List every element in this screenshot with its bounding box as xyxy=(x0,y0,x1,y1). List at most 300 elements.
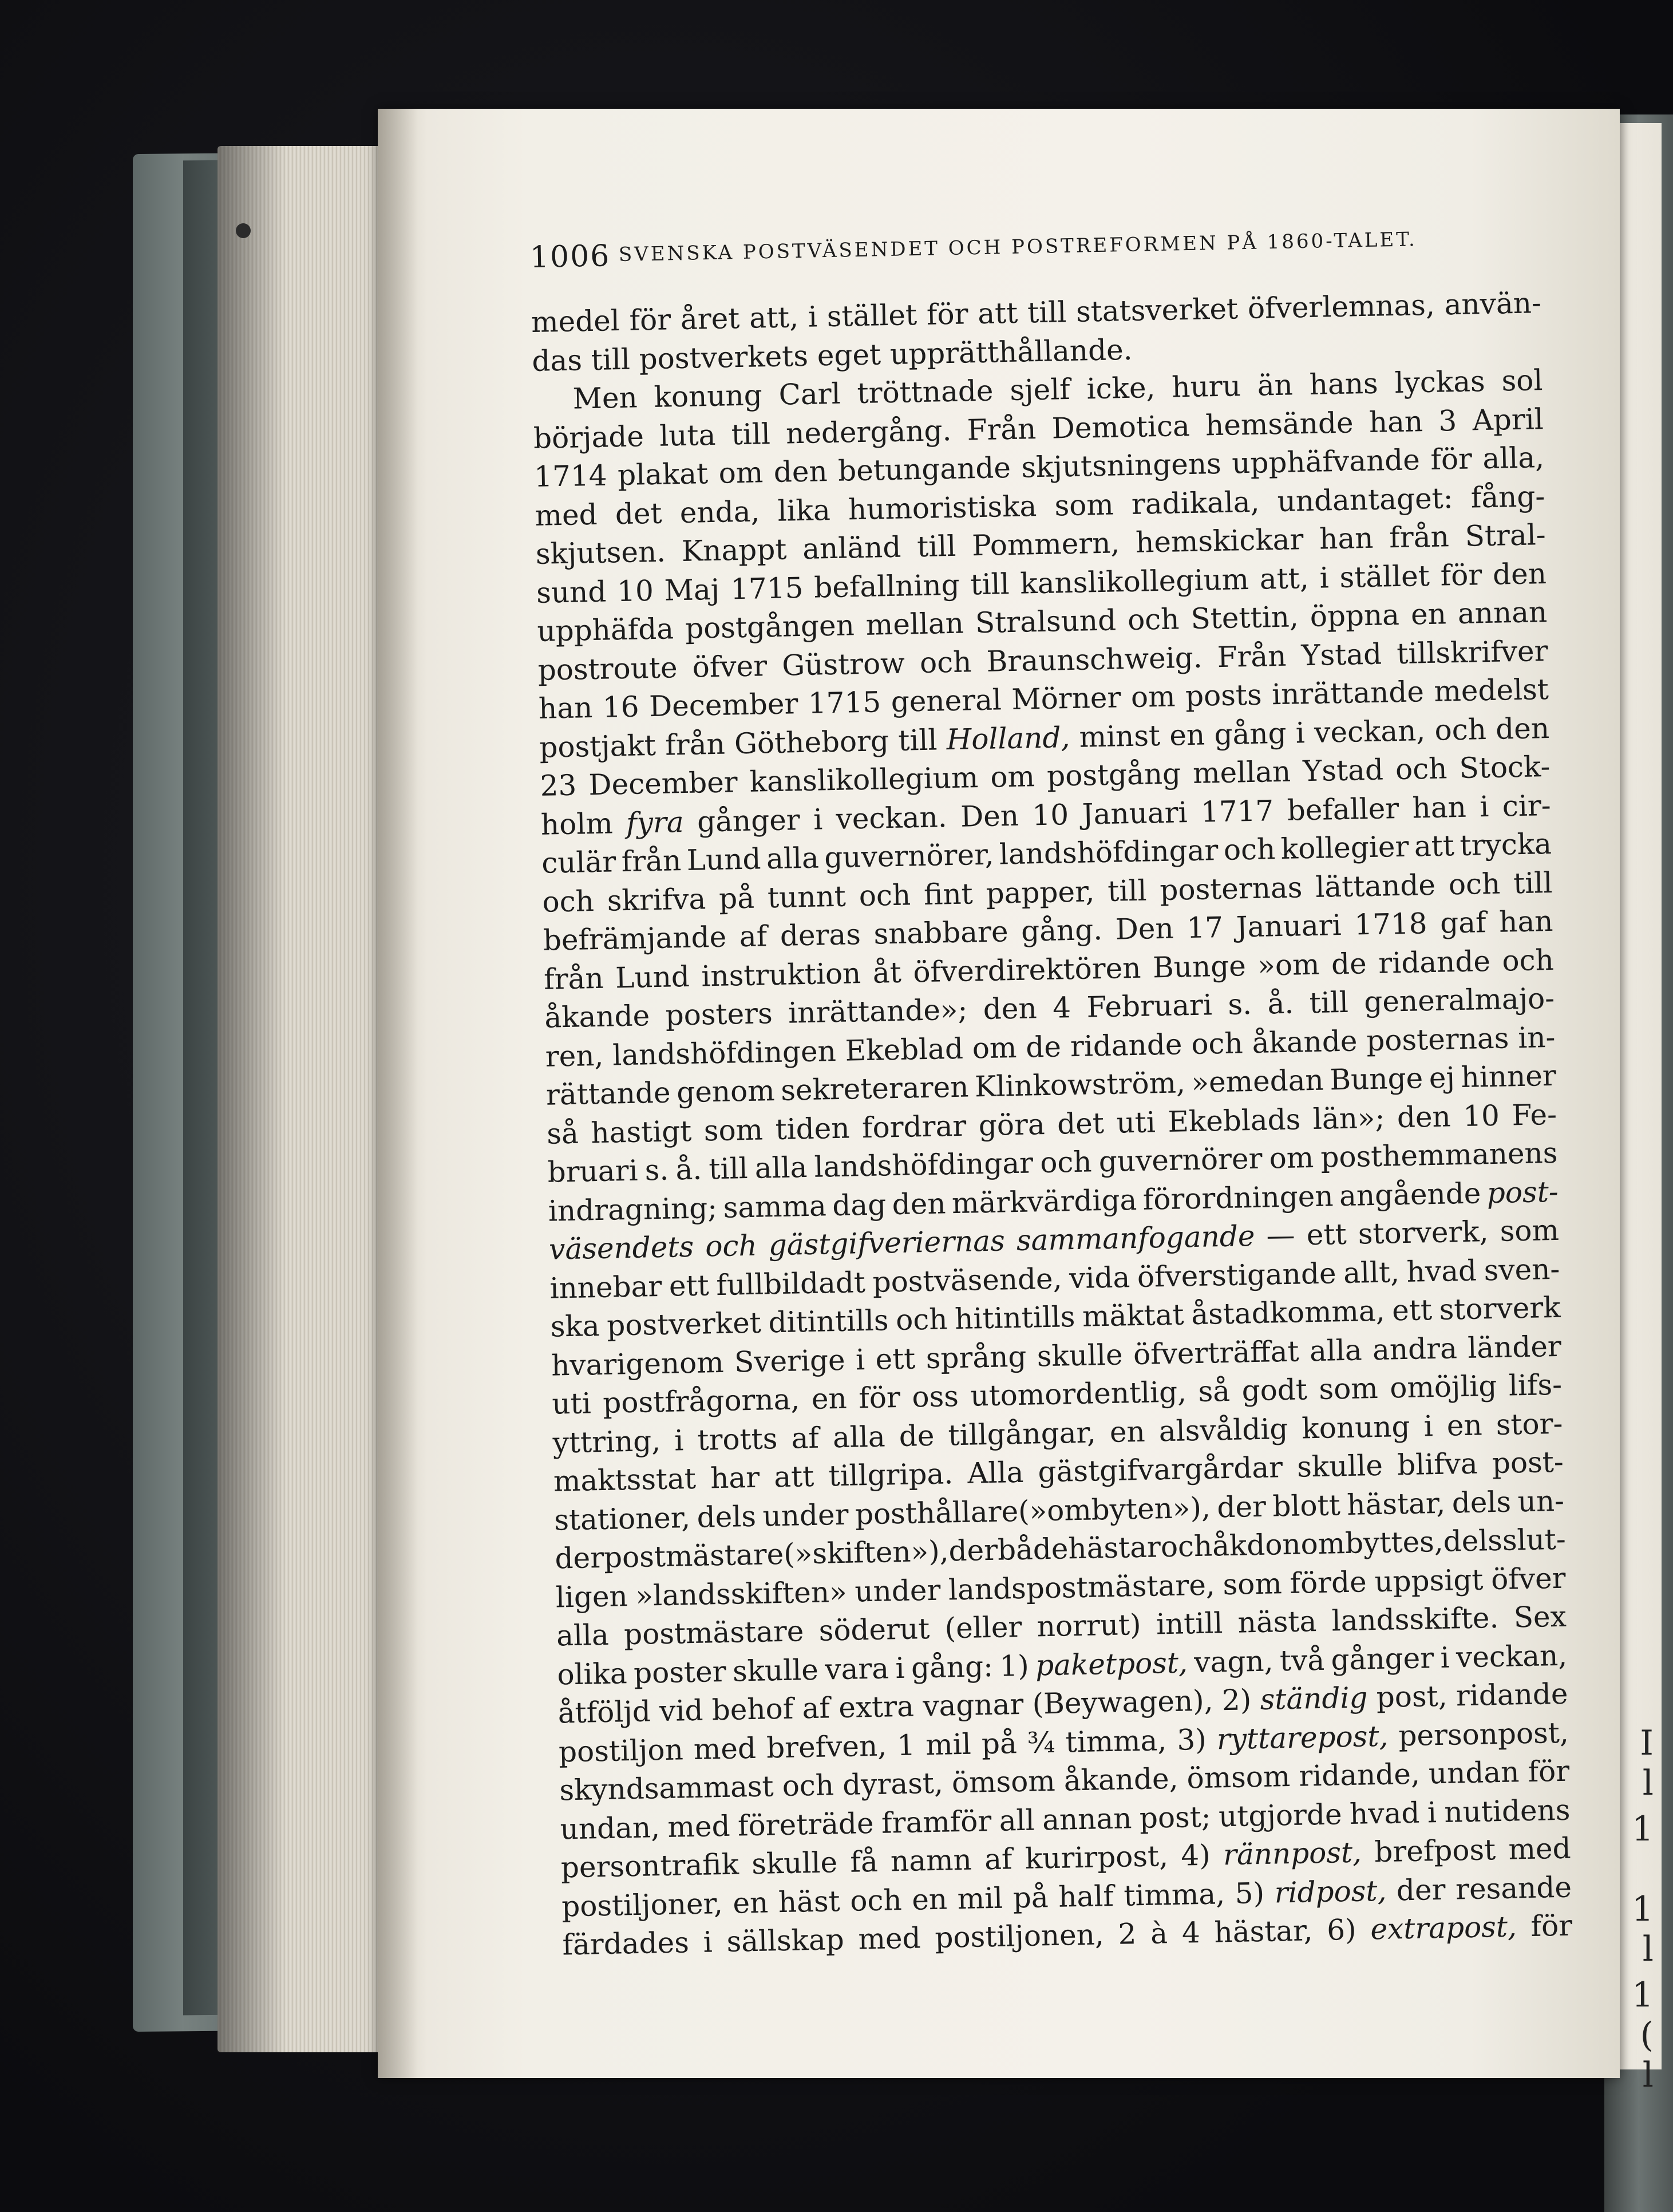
word: åkande xyxy=(1252,1024,1358,1060)
word: posthemmanens xyxy=(1320,1136,1558,1174)
word: hästar, xyxy=(1346,1486,1446,1522)
word: Güstrow xyxy=(781,646,905,682)
word: post, xyxy=(1376,1679,1448,1715)
word: öfver xyxy=(692,649,768,684)
word: Alla xyxy=(967,1455,1024,1490)
word: ett xyxy=(1391,1293,1433,1328)
word: Bunge xyxy=(1152,949,1247,984)
word: postverket xyxy=(606,1306,762,1342)
word: Mörner xyxy=(1011,681,1121,716)
word: än xyxy=(1257,368,1294,402)
word: för xyxy=(1440,558,1482,592)
word: fullbildadt xyxy=(715,1265,866,1302)
word: inrättande xyxy=(1271,675,1425,712)
word: alla xyxy=(754,1150,808,1185)
word: Stock- xyxy=(1458,749,1551,785)
word: olika xyxy=(556,1656,628,1692)
word: två xyxy=(1279,1643,1325,1677)
word: bruari xyxy=(547,1154,638,1189)
word: och xyxy=(1039,1145,1093,1180)
word: ren, xyxy=(545,1038,604,1073)
word: in- xyxy=(1517,1020,1556,1054)
word: till xyxy=(916,529,956,564)
word: om xyxy=(1269,1141,1314,1175)
word: luta xyxy=(659,418,716,453)
word: det xyxy=(615,496,663,531)
word: rättande xyxy=(545,1076,671,1112)
facing-page-glyph: 1 xyxy=(1631,1975,1654,2015)
word: 10 xyxy=(616,574,654,608)
word: uppsigt xyxy=(1374,1562,1484,1598)
word: den xyxy=(983,992,1038,1026)
word: den xyxy=(773,455,828,489)
italic-word: och xyxy=(705,1229,758,1263)
italic-word: fyra xyxy=(626,805,685,840)
word: i xyxy=(674,1423,684,1457)
word: Pommern, xyxy=(971,526,1120,563)
word: i xyxy=(1423,1409,1434,1443)
word: gånger xyxy=(697,803,801,839)
word: sjelf xyxy=(1009,372,1071,407)
word: ¾ xyxy=(1027,1725,1055,1760)
word: och xyxy=(1160,1529,1213,1564)
word: öfverstigande xyxy=(1137,1256,1337,1294)
word: 4) xyxy=(1180,1838,1211,1873)
word: Lund xyxy=(686,842,762,877)
word: landspostmästare, xyxy=(948,1567,1216,1606)
word: från xyxy=(621,844,682,879)
word: culär xyxy=(541,845,616,880)
word: innebar xyxy=(549,1269,662,1305)
word: angående xyxy=(1339,1176,1481,1212)
word: tillgångar, xyxy=(947,1415,1097,1452)
word: han xyxy=(1498,904,1553,939)
word: persontrafik xyxy=(560,1847,739,1885)
word: cir- xyxy=(1502,788,1552,823)
word: landshöfdingar xyxy=(814,1146,1034,1184)
italic-word: Holland, xyxy=(946,720,1070,756)
word: postiljonen, xyxy=(934,1918,1105,1954)
word: inrättande»; xyxy=(788,993,968,1030)
page-number: 1006 xyxy=(529,239,611,275)
word: både xyxy=(997,1532,1069,1567)
word: åkdon xyxy=(1212,1527,1302,1563)
word: i xyxy=(1295,716,1306,749)
word: 1) xyxy=(999,1649,1030,1683)
word: medelst xyxy=(1433,672,1549,708)
word: fint xyxy=(923,876,974,911)
word: de xyxy=(1025,1029,1062,1064)
word: statsverket xyxy=(1075,292,1239,329)
word: kanslikollegium xyxy=(749,761,979,799)
word: stället xyxy=(826,298,917,334)
word: och xyxy=(1191,1026,1244,1061)
italic-word: gästgifveriernas xyxy=(768,1224,1006,1262)
word: stor- xyxy=(1496,1407,1563,1441)
word: de xyxy=(1331,946,1367,981)
facing-page-glyph: l xyxy=(1642,1929,1654,1969)
word: annan xyxy=(1042,1801,1132,1836)
word: den xyxy=(1495,711,1550,746)
word: postfrågorna, xyxy=(602,1382,800,1420)
word: norrut) xyxy=(1037,1607,1142,1644)
word: öppna xyxy=(1310,598,1400,633)
word: posts xyxy=(1185,678,1263,713)
word: förordningen xyxy=(1142,1179,1334,1216)
word: tiden xyxy=(775,1111,851,1146)
word: landshöfdingen xyxy=(612,1034,837,1072)
word: indragning; xyxy=(548,1191,718,1228)
word: och xyxy=(1501,943,1555,978)
word: söderut xyxy=(818,1612,930,1648)
word: hemskickar xyxy=(1135,523,1304,559)
binding-hole xyxy=(236,223,251,238)
word: de xyxy=(899,1419,935,1453)
word: till xyxy=(897,722,938,757)
word: att xyxy=(773,1459,814,1494)
word: undantaget: xyxy=(1277,481,1454,518)
word: postmästare(»skiften»), xyxy=(603,1534,950,1574)
word: häst xyxy=(778,1884,841,1919)
word: blott xyxy=(1272,1488,1341,1523)
word: dels xyxy=(697,1499,757,1534)
word: veckan, xyxy=(1456,1638,1568,1674)
word: sekreteraren xyxy=(780,1070,969,1107)
word: om xyxy=(718,456,764,490)
word: af xyxy=(790,1421,820,1455)
word: för xyxy=(858,1380,901,1415)
word: Demotica xyxy=(1051,409,1191,445)
word: öfverlemnas, xyxy=(1247,288,1435,325)
word: 4 xyxy=(1181,1916,1201,1950)
word: en xyxy=(732,1886,769,1920)
word: postmästare xyxy=(623,1614,804,1652)
running-title: SVENSKA POSTVÄSENDET OCH POSTREFORMEN PÅ 1860-TALET. xyxy=(618,228,1418,267)
word: maktsstat xyxy=(553,1462,697,1498)
word: alla xyxy=(1309,1333,1363,1368)
word: lifs- xyxy=(1508,1368,1563,1403)
word: å. xyxy=(675,1152,702,1187)
italic-word: ridpost, xyxy=(1274,1874,1387,1910)
word: skjutsen. xyxy=(535,535,666,571)
word: för xyxy=(926,297,968,331)
word: December xyxy=(588,765,738,802)
word: skulle xyxy=(1296,1448,1383,1484)
word: post; xyxy=(1139,1800,1212,1835)
word: åtföljd xyxy=(557,1694,651,1730)
word: af xyxy=(739,919,768,954)
word: resande xyxy=(1455,1870,1572,1906)
word: ömsom xyxy=(951,1764,1056,1800)
word: undan xyxy=(1428,1755,1520,1791)
word: gaf xyxy=(1439,906,1487,940)
word: hastigt xyxy=(590,1114,692,1150)
word: ömsom xyxy=(1186,1759,1291,1795)
word: till xyxy=(970,567,1010,601)
italic-word: ständig xyxy=(1260,1681,1368,1716)
word: Den xyxy=(1115,911,1174,946)
word: och xyxy=(919,645,972,680)
word: till xyxy=(708,1151,749,1186)
word: han xyxy=(1412,790,1467,825)
word: postgång xyxy=(1046,757,1181,793)
word: Ekeblads xyxy=(1167,1102,1301,1139)
word: stället xyxy=(1339,559,1430,594)
word: radikala, xyxy=(1131,485,1260,521)
word: medel xyxy=(531,304,620,339)
word: få xyxy=(849,1844,879,1879)
word: sällskap xyxy=(726,1923,845,1958)
word: han xyxy=(1369,404,1423,439)
word: från xyxy=(1389,520,1450,555)
word: den xyxy=(1397,1099,1451,1134)
word: namn xyxy=(890,1843,972,1878)
word: ej xyxy=(1429,1061,1456,1095)
word: upphäfda xyxy=(536,612,674,648)
word: gästgifvargårdar xyxy=(1037,1451,1283,1489)
word: das till postverkets eget upprätthållande. xyxy=(531,333,1133,378)
word: till xyxy=(731,417,771,451)
word: — xyxy=(1266,1218,1296,1253)
word: posternas xyxy=(1366,1021,1509,1057)
word: som xyxy=(1054,487,1114,522)
italic-word: post- xyxy=(1486,1175,1559,1210)
word: half xyxy=(1058,1879,1114,1914)
word: poster xyxy=(633,1654,727,1690)
word: postväsende, xyxy=(872,1261,1062,1299)
word: ett xyxy=(669,1268,710,1303)
word: Sex xyxy=(1513,1599,1567,1634)
word: som xyxy=(1500,1213,1560,1248)
word: Januari xyxy=(1236,908,1342,944)
word: Från xyxy=(1217,639,1287,674)
word: 23 xyxy=(540,768,577,803)
word: ridande xyxy=(1456,1677,1568,1713)
word: nutidens xyxy=(1443,1793,1571,1829)
word: från xyxy=(665,727,726,762)
word: så xyxy=(1198,1374,1231,1408)
word: i xyxy=(1319,560,1330,595)
word: oss xyxy=(911,1379,959,1414)
word: ett xyxy=(1306,1217,1347,1252)
word: Knappt xyxy=(681,532,787,568)
word: började xyxy=(533,419,644,455)
word: så xyxy=(546,1116,579,1151)
italic-word: sammanfogande xyxy=(1016,1219,1255,1257)
word: guvernörer xyxy=(1098,1141,1263,1179)
word: der xyxy=(1396,1873,1446,1907)
word: ridande, xyxy=(1298,1757,1421,1793)
word: en xyxy=(1446,1408,1483,1443)
word: 1717 xyxy=(1200,793,1274,829)
word: som xyxy=(703,1112,764,1147)
word: (Beywagen), xyxy=(1032,1684,1214,1721)
word: och xyxy=(782,1768,834,1803)
word: för xyxy=(629,303,671,337)
word: »landsskiften» xyxy=(635,1575,848,1613)
word: och xyxy=(1395,752,1447,787)
word: gång: xyxy=(911,1649,994,1685)
word: Januari xyxy=(1082,795,1188,831)
word: uti xyxy=(551,1387,592,1421)
word: nedergång. xyxy=(785,413,952,450)
word: 2 xyxy=(1118,1917,1137,1951)
word: åt xyxy=(872,955,902,990)
word: har xyxy=(710,1460,760,1495)
word: 16 xyxy=(602,690,640,724)
word: s. xyxy=(1227,988,1252,1021)
word: med xyxy=(535,497,598,532)
word: extra xyxy=(838,1689,915,1725)
word: under xyxy=(854,1573,941,1609)
word: under xyxy=(762,1498,849,1533)
word: »emedan xyxy=(1191,1063,1324,1100)
word: godt xyxy=(1241,1373,1308,1408)
word: gång xyxy=(1213,716,1287,751)
word: alla xyxy=(556,1618,610,1653)
word: fordrar xyxy=(861,1109,967,1144)
word: mellan xyxy=(865,606,964,642)
word: postiljon xyxy=(558,1732,684,1769)
word: att, xyxy=(749,301,799,335)
word: 1718 xyxy=(1354,907,1428,942)
word: att xyxy=(977,296,1018,330)
word: 2) xyxy=(1221,1683,1252,1717)
word: öfverträffat xyxy=(1133,1334,1300,1371)
word: posternas xyxy=(1159,870,1303,907)
word: vida xyxy=(1069,1260,1130,1295)
word: papper, xyxy=(986,874,1095,910)
word: vagnar xyxy=(922,1687,1024,1723)
word: med xyxy=(693,1731,757,1766)
word: öfverdirektören xyxy=(912,951,1141,989)
word: i xyxy=(813,802,823,836)
word: storverk, xyxy=(1358,1215,1489,1251)
word: Ystad xyxy=(1302,753,1384,788)
word: veckan. xyxy=(836,800,948,836)
page-text-block xyxy=(529,210,1573,1965)
word: Stral- xyxy=(1465,518,1547,553)
word: enda, xyxy=(679,494,760,530)
word: och xyxy=(1434,712,1487,747)
word: guvernörer, xyxy=(824,838,994,875)
word: Ekeblad xyxy=(845,1032,964,1068)
word: sol xyxy=(1501,364,1543,398)
word: året xyxy=(680,301,740,336)
word: slut- xyxy=(1502,1522,1567,1557)
word: län»; xyxy=(1312,1101,1385,1136)
word: alla, xyxy=(1482,441,1545,476)
word: veckan, xyxy=(1314,713,1426,749)
word: ombyttes, xyxy=(1300,1524,1444,1561)
word: postiljoner, xyxy=(561,1886,723,1923)
word: 5) xyxy=(1235,1876,1265,1910)
word: gånger xyxy=(1331,1641,1434,1677)
word: i xyxy=(808,300,818,334)
word: af xyxy=(984,1842,1013,1877)
word: annan xyxy=(1457,595,1548,630)
word: 1715 xyxy=(808,685,881,720)
word: för xyxy=(1430,442,1473,476)
word: plakat xyxy=(617,457,709,492)
word: som xyxy=(1222,1566,1283,1601)
word: lättande xyxy=(1315,868,1436,904)
word: huru xyxy=(1171,369,1241,404)
word: hvad xyxy=(1349,1796,1420,1831)
word: ett xyxy=(875,1341,916,1376)
word: upphäfvande xyxy=(1231,443,1421,480)
facing-page-glyph: 1 xyxy=(1631,1889,1654,1929)
word: instruktion xyxy=(701,956,861,993)
word: en xyxy=(811,1381,848,1416)
word: à xyxy=(1150,1917,1168,1950)
word: general xyxy=(891,683,1002,719)
word: lika xyxy=(777,493,831,528)
word: och xyxy=(1127,602,1180,637)
word: och xyxy=(859,878,911,913)
word: skyndsammast xyxy=(559,1769,774,1807)
word: landshöfdingar xyxy=(999,834,1219,871)
word: till xyxy=(1513,866,1553,900)
word: en xyxy=(1109,1415,1146,1449)
word: på xyxy=(981,1726,1018,1760)
word: kollegier xyxy=(1280,830,1409,866)
word: hans xyxy=(1309,366,1379,401)
word: April xyxy=(1472,402,1544,437)
word: han xyxy=(1319,521,1374,556)
word: Från xyxy=(967,412,1037,447)
word: med xyxy=(667,1809,731,1844)
word: vara xyxy=(824,1651,889,1686)
word: och xyxy=(849,1883,903,1918)
word: han xyxy=(538,691,593,725)
facing-page-glyph: 1 xyxy=(1631,1809,1654,1849)
word: för xyxy=(1530,1909,1573,1943)
word: dels xyxy=(1451,1484,1512,1519)
word: anländ xyxy=(802,530,901,566)
word: holm xyxy=(540,806,614,842)
word: storverk xyxy=(1439,1290,1561,1326)
word: tröttnade xyxy=(856,374,994,410)
word: postjakt xyxy=(539,728,656,764)
word: ligen xyxy=(555,1579,628,1614)
italic-word: väsendets xyxy=(548,1230,694,1266)
word: fång- xyxy=(1470,479,1545,515)
facing-page-glyph: ( xyxy=(1640,2015,1654,2055)
word: Fe- xyxy=(1511,1097,1557,1132)
word: tillgripa. xyxy=(828,1457,954,1493)
word: personpost, xyxy=(1398,1716,1569,1752)
word: mellan xyxy=(1192,755,1291,790)
word: 17 xyxy=(1186,910,1224,945)
word: omöjlig xyxy=(1389,1369,1497,1405)
facing-page-glyph: I xyxy=(1640,1723,1654,1763)
word: s. xyxy=(644,1153,669,1187)
word: till xyxy=(1027,295,1067,330)
word: icke, xyxy=(1086,371,1156,406)
word: Klinkowström, xyxy=(974,1066,1186,1104)
word: alsvåldig xyxy=(1158,1412,1288,1448)
word: en xyxy=(1410,597,1447,631)
facing-page-glyph: l xyxy=(1642,2055,1654,2095)
word: i xyxy=(895,1651,905,1685)
word: »om xyxy=(1257,947,1320,982)
word: som xyxy=(1318,1371,1379,1406)
word: konung xyxy=(1301,1409,1411,1445)
word: vid xyxy=(659,1693,703,1728)
word: uti xyxy=(1116,1105,1156,1140)
word: generalmajo- xyxy=(1363,981,1555,1019)
